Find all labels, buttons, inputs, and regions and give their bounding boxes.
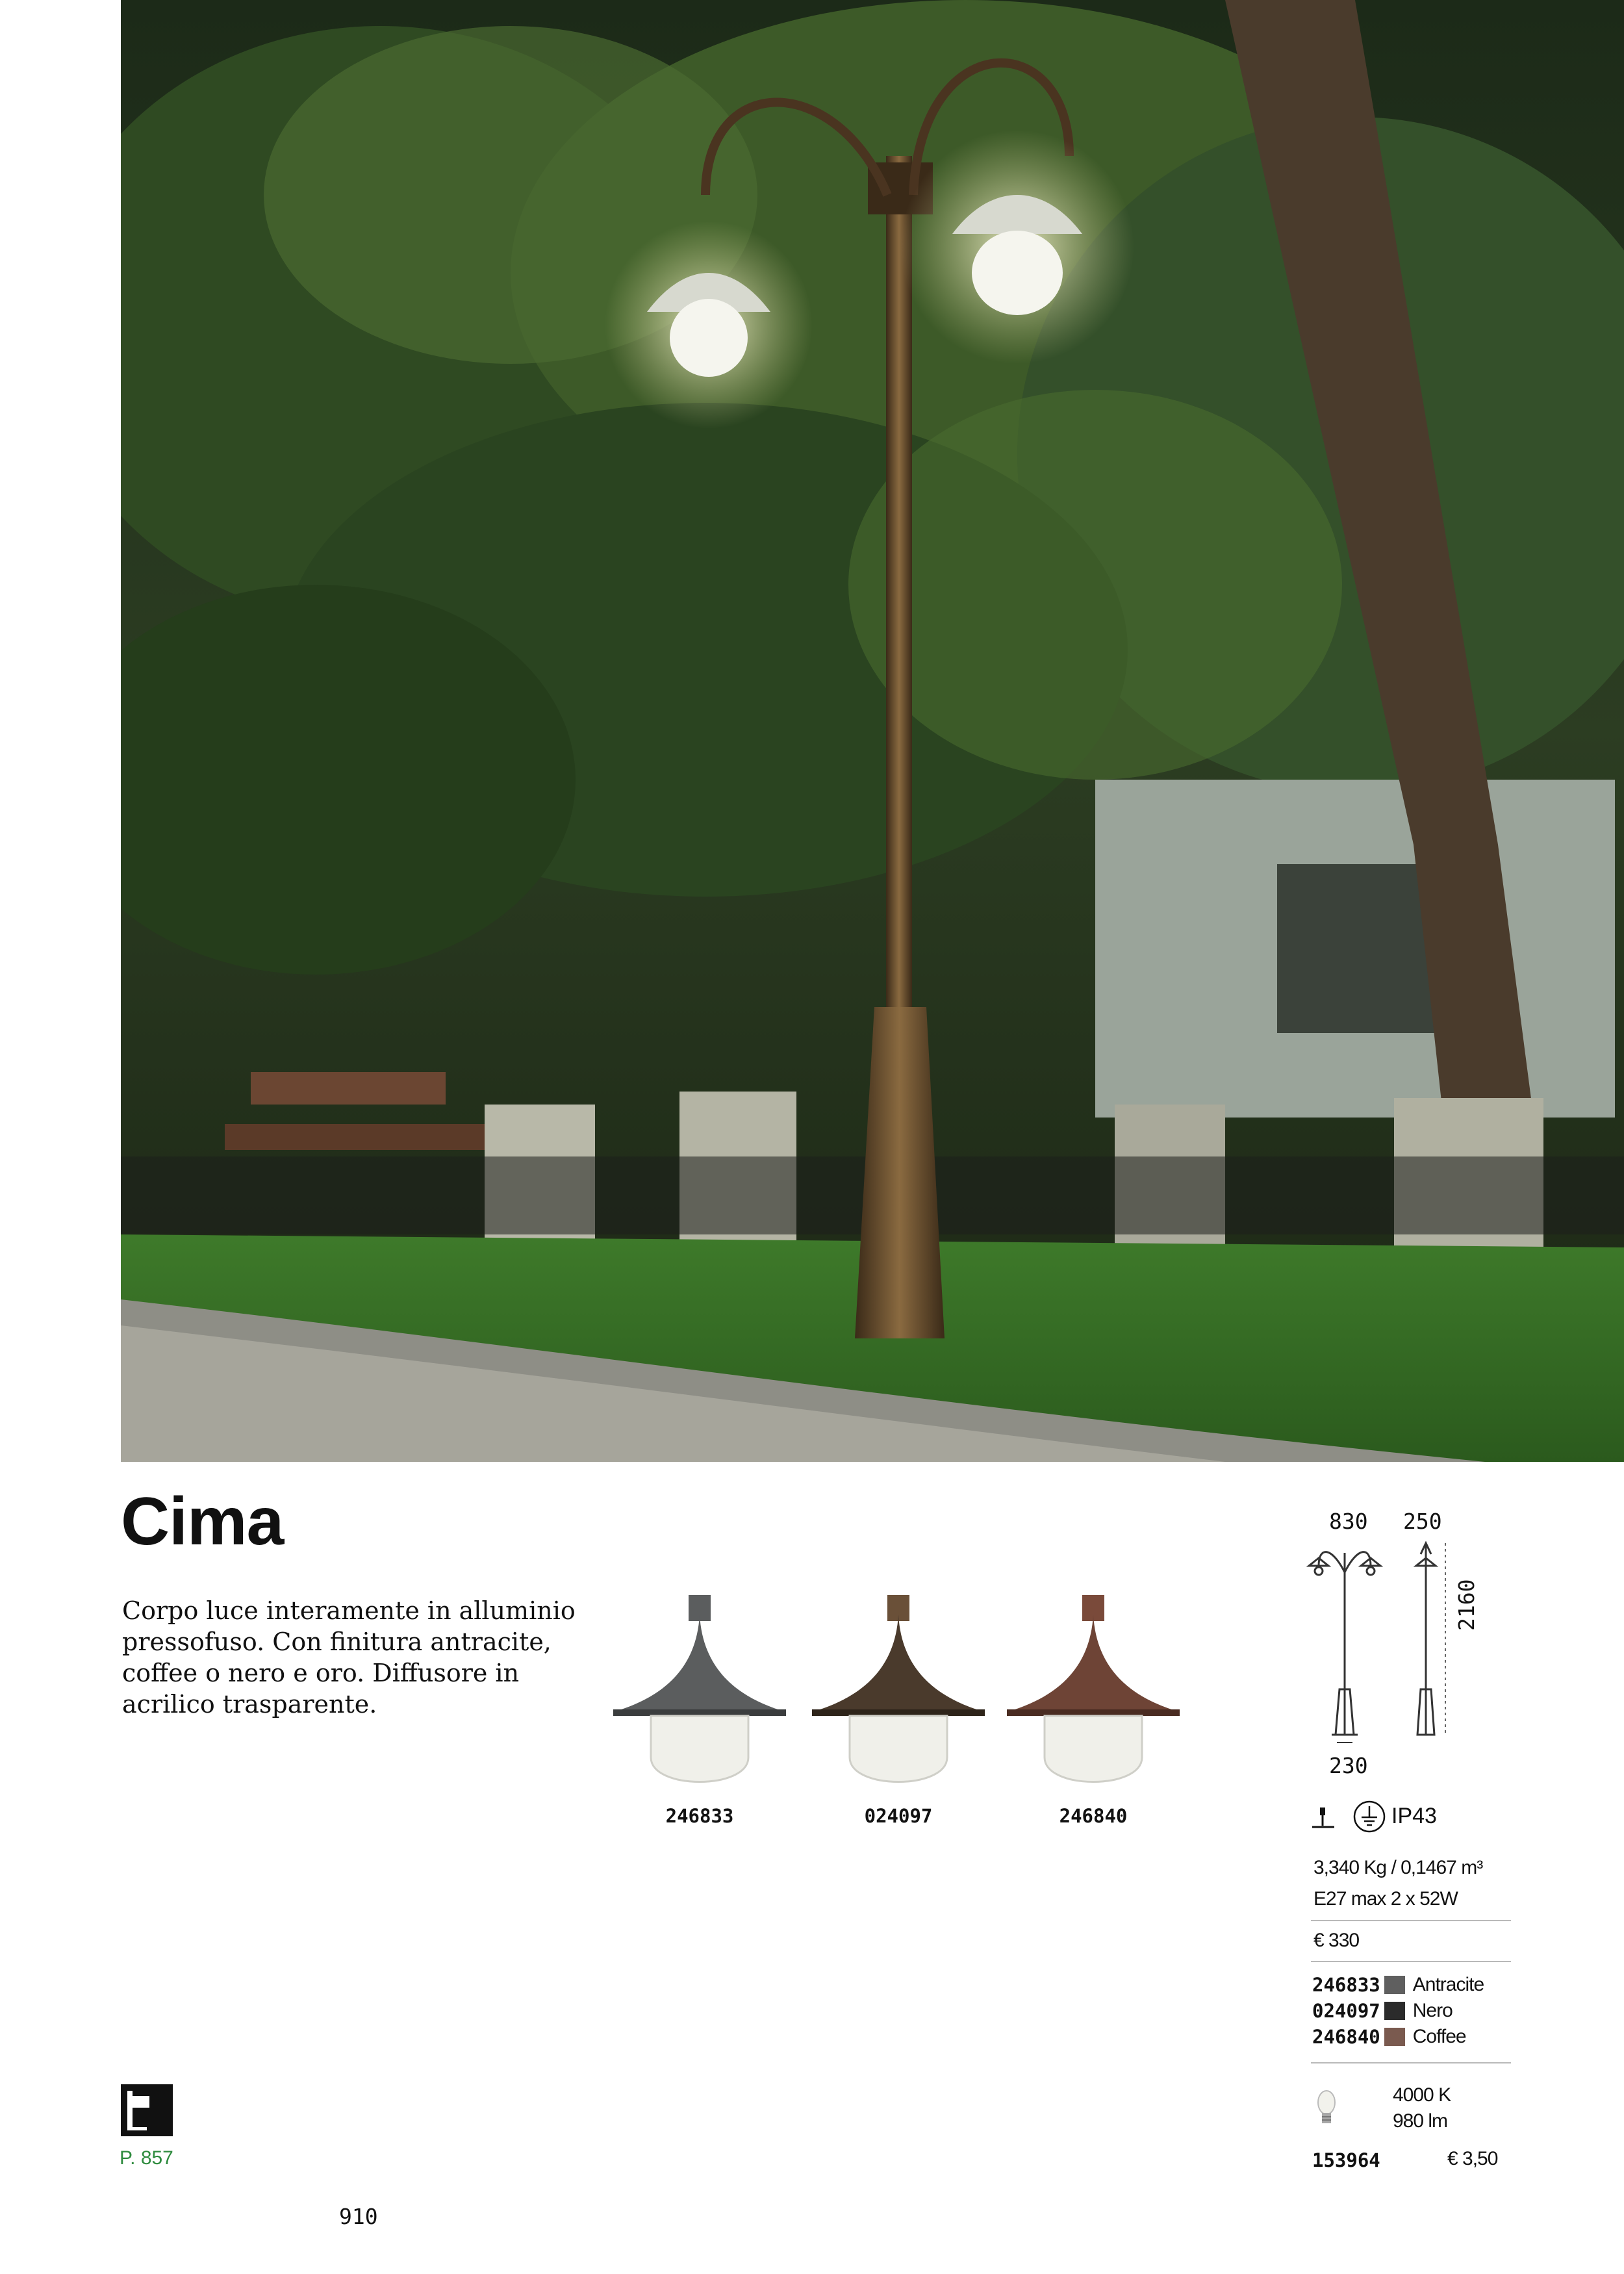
finish-name: Coffee (1412, 2026, 1466, 2047)
hero-photo (121, 0, 1624, 1462)
page-reference-link[interactable]: P. 857 (120, 2147, 173, 2169)
lamp-head-image-coffee (1006, 1595, 1181, 1796)
finish-row (1312, 1998, 1514, 2024)
finish-code: 246840 (1312, 2026, 1380, 2048)
variant-code-1: 246833 (665, 1805, 734, 1827)
finish-row (1312, 2024, 1514, 2050)
ip-rating: IP43 (1391, 1804, 1437, 1828)
lamp-head-image-antracite (612, 1595, 787, 1796)
weight-volume: 3,340 Kg / 0,1467 m³ (1313, 1857, 1483, 1878)
color-swatch (1384, 1976, 1405, 1994)
color-swatch (1384, 2028, 1405, 2046)
color-swatch (1384, 2002, 1405, 2020)
finish-name: Nero (1412, 2000, 1453, 2021)
bulb-temperature: 4000 K (1393, 2084, 1451, 2106)
bulb-price: € 3,50 (1447, 2148, 1498, 2169)
price: € 330 (1313, 1930, 1360, 1951)
dimension-drawing (1306, 1540, 1462, 1748)
bulb-icon (1313, 2087, 1339, 2132)
floor-lamp-category-icon (121, 2084, 173, 2136)
lamp-head-image-coffee-gold (811, 1595, 986, 1796)
variant-code-2: 024097 (864, 1805, 933, 1827)
finish-row (1312, 1972, 1514, 1998)
divider (1311, 1920, 1511, 1921)
finishes-list (1312, 1972, 1514, 2050)
variant-code-3: 246840 (1059, 1805, 1128, 1827)
finish-name: Antracite (1412, 1974, 1484, 1995)
divider (1311, 2062, 1511, 2063)
finish-code: 024097 (1312, 2000, 1380, 2022)
earth-ground-icon (1352, 1800, 1386, 1833)
dimension-height: 2160 (1454, 1579, 1479, 1631)
bulb-lumen: 980 lm (1393, 2110, 1448, 2132)
product-description: Corpo luce interamente in alluminio pressofuso. Con finitura antracite, coffee o nero e oro. Diffusore in acrilico trasparente. (122, 1596, 576, 1718)
page-number: 910 (339, 2204, 378, 2229)
divider (1311, 1961, 1511, 1962)
dimension-width: 830 (1329, 1509, 1368, 1534)
finish-code: 246833 (1312, 1974, 1380, 1996)
floor-mount-icon (1311, 1805, 1337, 1831)
bulb-code: 153964 (1312, 2149, 1380, 2171)
product-title: Cima (121, 1484, 284, 1559)
dimension-base: 230 (1329, 1753, 1368, 1778)
dimension-depth: 250 (1403, 1509, 1442, 1534)
lamp-spec: E27 max 2 x 52W (1313, 1888, 1458, 1910)
